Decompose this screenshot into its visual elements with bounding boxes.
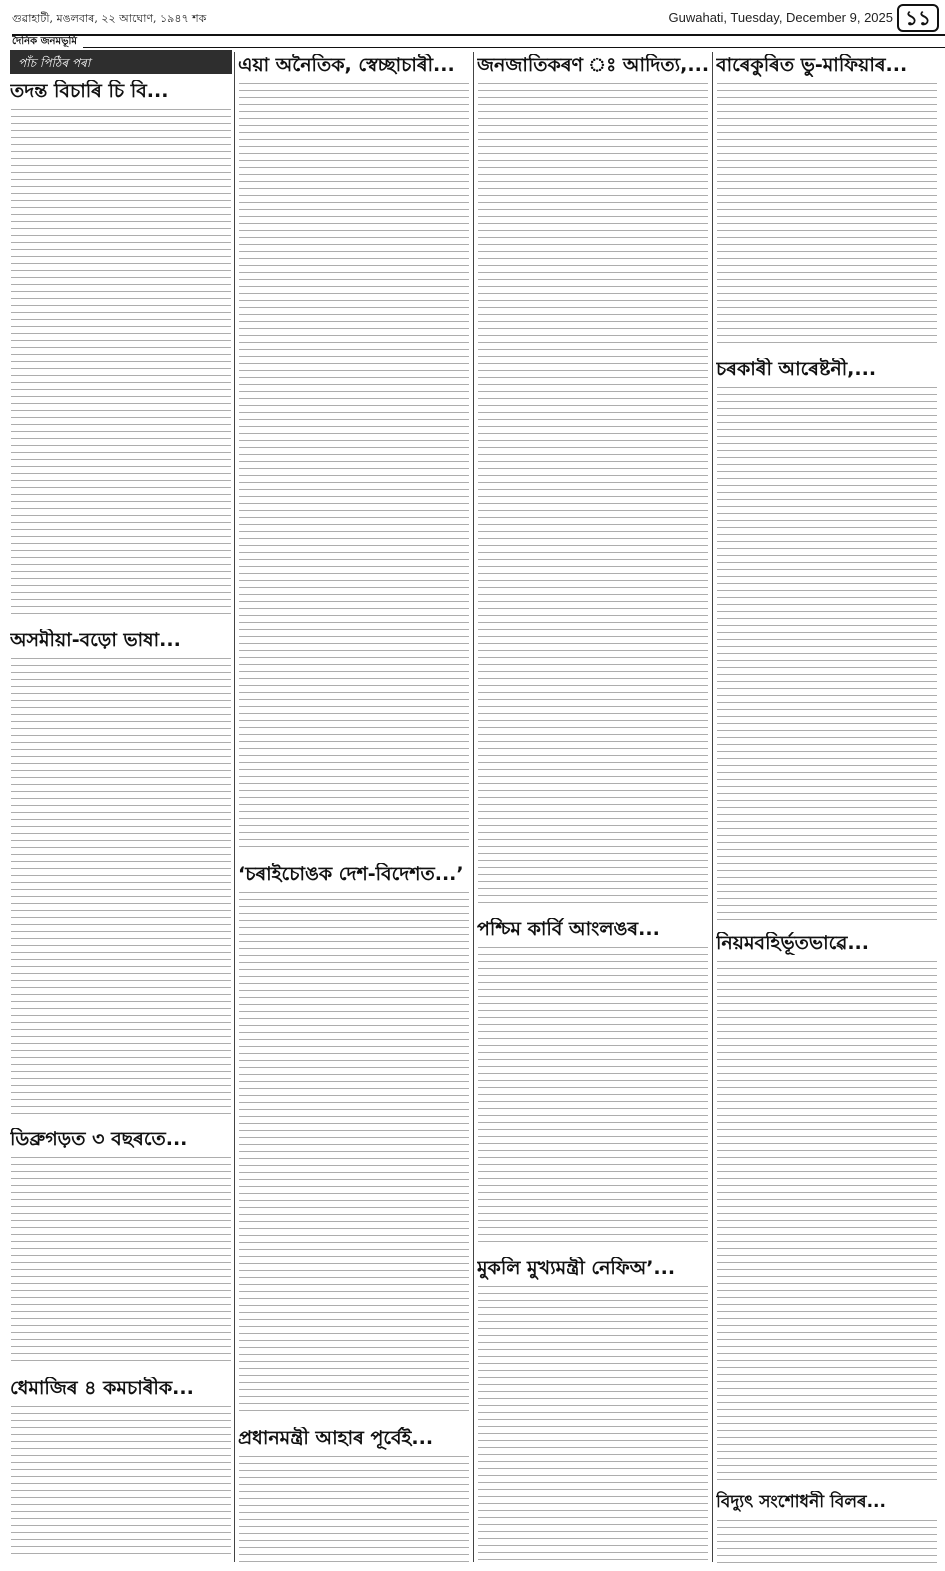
article-body [478, 947, 708, 1247]
article-body [239, 83, 469, 853]
headline: এয়া অনৈতিক, স্বেচ্ছাচাৰী... [238, 54, 455, 76]
article-body [11, 658, 231, 1118]
article-prime-minister [238, 1427, 470, 1565]
article-body [478, 1286, 708, 1565]
article-body [717, 387, 937, 922]
article-irregular [716, 932, 938, 1481]
headline: তদন্ত বিচাৰি চি বি... [10, 80, 169, 102]
article-body [239, 892, 469, 1417]
article-body [11, 1157, 231, 1367]
headline: চৰকাৰী আৰেষ্টনী,... [716, 358, 877, 380]
paper-name: দৈনিক জনমভূমি [12, 36, 83, 48]
headline: ‘চৰাইচোঙক দেশ-বিদেশত...’ [238, 863, 464, 885]
article-chief-minister-neiphiu [477, 1257, 709, 1565]
article-unethical [238, 54, 470, 853]
section-title: পাঁচ পিঠিৰ পৰা [10, 50, 232, 74]
article-body [717, 1520, 937, 1565]
column-1 [10, 50, 232, 1565]
column-rule [234, 52, 235, 1562]
headline: অসমীয়া-বড়ো ভাষা... [10, 629, 181, 651]
article-body [11, 109, 231, 619]
article-body [478, 83, 708, 908]
article-electricity-amendment-bill [716, 1491, 938, 1565]
page-header [6, 4, 939, 48]
article-dhemaji-employees [10, 1377, 232, 1556]
article-barekuri-land-mafia [716, 54, 938, 348]
page-number: ১১ [897, 4, 939, 32]
article-body [11, 1406, 231, 1556]
masthead-band [12, 34, 945, 48]
article-west-karbi-anglong [477, 918, 709, 1247]
headline: জনজাতিকৰণ ঃ আদিত্য,... [477, 54, 709, 76]
headline: ধেমাজিৰ ৪ কমচাৰীক... [10, 1377, 194, 1399]
column-rule [473, 52, 474, 1562]
article-assamese-bodo-language [10, 629, 232, 1118]
article-body [239, 1456, 469, 1565]
article-body [717, 961, 937, 1481]
column-2 [238, 50, 470, 1565]
article-charaichung [238, 863, 470, 1417]
headline: নিয়মবহিৰ্ভূতভাৱে... [716, 932, 869, 954]
column-rule [712, 52, 713, 1562]
headline: বাৰেকুৰিত ভু-মাফিয়াৰ... [716, 54, 908, 76]
column-3 [477, 50, 709, 1565]
headline: পশ্চিম কাৰ্বি আংলঙৰ... [477, 918, 660, 940]
column-4 [716, 50, 938, 1565]
article-government-cordon [716, 358, 938, 922]
dateline-english: Guwahati, Tuesday, December 9, 2025 [668, 10, 893, 25]
article-body [717, 83, 937, 348]
dateline-assamese: গুৱাহাটী, মঙলবাৰ, ২২ আঘোণ, ১৯৪৭ শক [12, 12, 207, 25]
headline: বিদ্যুৎ সংশোধনী বিলৰ... [716, 1492, 886, 1512]
article-cbi-investigation [10, 80, 232, 619]
headline: প্ৰধানমন্ত্ৰী আহাৰ পূৰ্বেই... [238, 1427, 434, 1449]
article-dibrugarh [10, 1128, 232, 1367]
article-tribalisation [477, 54, 709, 908]
headline: ডিব্ৰুগড়ত ৩ বছৰতে... [10, 1128, 188, 1150]
headline: মুকলি মুখ্যমন্ত্ৰী নেফিঅ’... [477, 1257, 676, 1279]
